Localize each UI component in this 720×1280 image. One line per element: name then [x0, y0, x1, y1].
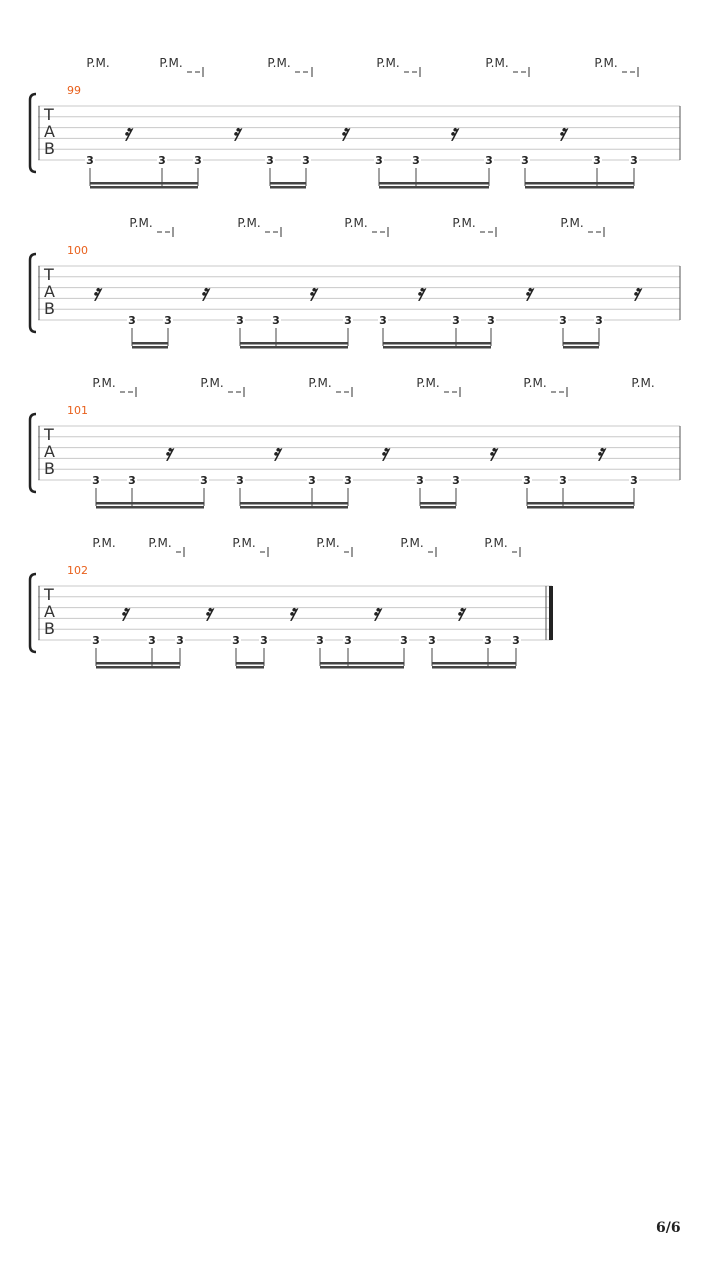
tab-system-99 [30, 56, 680, 189]
tab-clef-letter: T [44, 425, 54, 444]
fret-number: 3 [272, 314, 280, 327]
measure-number: 100 [67, 244, 88, 257]
beam-primary [90, 182, 198, 185]
tab-clef-letter: B [44, 299, 55, 318]
fret-number: 3 [92, 634, 100, 647]
fret-number: 3 [344, 474, 352, 487]
sixteenth-rest: 𝄿 [340, 120, 348, 146]
fret-number: 3 [484, 634, 492, 647]
palm-mute-label: P.M. [159, 56, 183, 70]
final-bar-thick [549, 586, 553, 640]
tab-clef-letter: B [44, 139, 55, 158]
beam-secondary [96, 506, 204, 509]
beam-primary [379, 182, 489, 185]
palm-mute-label: P.M. [344, 216, 368, 230]
beam-secondary [525, 186, 634, 189]
palm-mute-label: P.M. [416, 376, 440, 390]
sixteenth-rest: 𝄿 [123, 120, 131, 146]
sixteenth-rest: 𝄿 [308, 280, 316, 306]
tab-clef-letter: B [44, 459, 55, 478]
beam-secondary [236, 666, 264, 669]
beam-primary [132, 342, 168, 345]
fret-number: 3 [200, 474, 208, 487]
beam-primary [527, 502, 634, 505]
sixteenth-rest: 𝄿 [204, 600, 212, 626]
sixteenth-rest: 𝄿 [380, 440, 388, 466]
tab-clef-letter: T [44, 105, 54, 124]
fret-number: 3 [630, 474, 638, 487]
fret-number: 3 [559, 474, 567, 487]
beam-secondary [96, 666, 180, 669]
fret-number: 3 [523, 474, 531, 487]
measure-number: 99 [67, 84, 81, 97]
system-bracket [30, 94, 36, 172]
beam-secondary [379, 186, 489, 189]
sixteenth-rest: 𝄿 [200, 280, 208, 306]
palm-mute-label: P.M. [308, 376, 332, 390]
beam-secondary [420, 506, 456, 509]
sixteenth-rest: 𝄿 [558, 120, 566, 146]
tab-clef-letter: A [44, 442, 55, 461]
fret-number: 3 [316, 634, 324, 647]
fret-number: 3 [128, 474, 136, 487]
sixteenth-rest: 𝄿 [288, 600, 296, 626]
beam-primary [96, 502, 204, 505]
fret-number: 3 [194, 154, 202, 167]
fret-number: 3 [375, 154, 383, 167]
fret-number: 3 [86, 154, 94, 167]
fret-number: 3 [400, 634, 408, 647]
palm-mute-label: P.M. [485, 56, 509, 70]
sixteenth-rest: 𝄿 [164, 440, 172, 466]
sixteenth-rest: 𝄿 [524, 280, 532, 306]
sixteenth-rest: 𝄿 [449, 120, 457, 146]
sixteenth-rest: 𝄿 [372, 600, 380, 626]
beam-primary [270, 182, 306, 185]
fret-number: 3 [302, 154, 310, 167]
palm-mute-label: P.M. [523, 376, 547, 390]
sixteenth-rest: 𝄿 [596, 440, 604, 466]
beam-primary [383, 342, 491, 345]
system-bracket [30, 574, 36, 652]
fret-number: 3 [452, 314, 460, 327]
palm-mute-label: P.M. [452, 216, 476, 230]
tab-clef-letter: A [44, 602, 55, 621]
fret-number: 3 [158, 154, 166, 167]
palm-mute-label: P.M. [86, 56, 110, 70]
palm-mute-label: P.M. [200, 376, 224, 390]
beam-secondary [383, 346, 491, 349]
fret-number: 3 [559, 314, 567, 327]
beam-secondary [320, 666, 404, 669]
beam-secondary [132, 346, 168, 349]
beam-primary [96, 662, 180, 665]
fret-number: 3 [487, 314, 495, 327]
beam-secondary [270, 186, 306, 189]
fret-number: 3 [428, 634, 436, 647]
measure-number: 102 [67, 564, 88, 577]
fret-number: 3 [232, 634, 240, 647]
beam-secondary [527, 506, 634, 509]
sixteenth-rest: 𝄿 [456, 600, 464, 626]
fret-number: 3 [416, 474, 424, 487]
tab-clef-letter: T [44, 585, 54, 604]
fret-number: 3 [128, 314, 136, 327]
fret-number: 3 [176, 634, 184, 647]
palm-mute-label: P.M. [237, 216, 261, 230]
palm-mute-label: P.M. [92, 536, 116, 550]
fret-number: 3 [412, 154, 420, 167]
palm-mute-label: P.M. [400, 536, 424, 550]
fret-number: 3 [344, 314, 352, 327]
fret-number: 3 [308, 474, 316, 487]
beam-primary [240, 342, 348, 345]
sixteenth-rest: 𝄿 [232, 120, 240, 146]
beam-secondary [240, 346, 348, 349]
beam-secondary [432, 666, 516, 669]
sixteenth-rest: 𝄿 [92, 280, 100, 306]
beam-primary [236, 662, 264, 665]
palm-mute-label: P.M. [631, 376, 655, 390]
fret-number: 3 [512, 634, 520, 647]
beam-secondary [90, 186, 198, 189]
palm-mute-label: P.M. [267, 56, 291, 70]
fret-number: 3 [236, 314, 244, 327]
palm-mute-label: P.M. [484, 536, 508, 550]
palm-mute-label: P.M. [148, 536, 172, 550]
fret-number: 3 [344, 634, 352, 647]
sixteenth-rest: 𝄿 [632, 280, 640, 306]
fret-number: 3 [236, 474, 244, 487]
measure-number: 101 [67, 404, 88, 417]
page-number: 6/6 [656, 1220, 681, 1236]
fret-number: 3 [630, 154, 638, 167]
tab-clef-letter: T [44, 265, 54, 284]
fret-number: 3 [521, 154, 529, 167]
palm-mute-label: P.M. [316, 536, 340, 550]
fret-number: 3 [164, 314, 172, 327]
tab-clef-letter: B [44, 619, 55, 638]
tab-system-101 [30, 376, 680, 509]
fret-number: 3 [485, 154, 493, 167]
beam-primary [525, 182, 634, 185]
system-bracket [30, 254, 36, 332]
palm-mute-label: P.M. [376, 56, 400, 70]
fret-number: 3 [266, 154, 274, 167]
palm-mute-label: P.M. [232, 536, 256, 550]
tab-system-100 [30, 216, 680, 349]
palm-mute-label: P.M. [594, 56, 618, 70]
sixteenth-rest: 𝄿 [272, 440, 280, 466]
fret-number: 3 [452, 474, 460, 487]
palm-mute-label: P.M. [560, 216, 584, 230]
tab-clef-letter: A [44, 122, 55, 141]
beam-primary [320, 662, 404, 665]
fret-number: 3 [379, 314, 387, 327]
sixteenth-rest: 𝄿 [416, 280, 424, 306]
system-bracket [30, 414, 36, 492]
tab-clef-letter: A [44, 282, 55, 301]
beam-secondary [563, 346, 599, 349]
tab-system-102 [30, 536, 553, 669]
fret-number: 3 [92, 474, 100, 487]
beam-primary [420, 502, 456, 505]
palm-mute-label: P.M. [129, 216, 153, 230]
sixteenth-rest: 𝄿 [120, 600, 128, 626]
beam-primary [563, 342, 599, 345]
fret-number: 3 [595, 314, 603, 327]
fret-number: 3 [593, 154, 601, 167]
beam-primary [432, 662, 516, 665]
sixteenth-rest: 𝄿 [488, 440, 496, 466]
fret-number: 3 [260, 634, 268, 647]
beam-secondary [240, 506, 348, 509]
palm-mute-label: P.M. [92, 376, 116, 390]
beam-primary [240, 502, 348, 505]
fret-number: 3 [148, 634, 156, 647]
